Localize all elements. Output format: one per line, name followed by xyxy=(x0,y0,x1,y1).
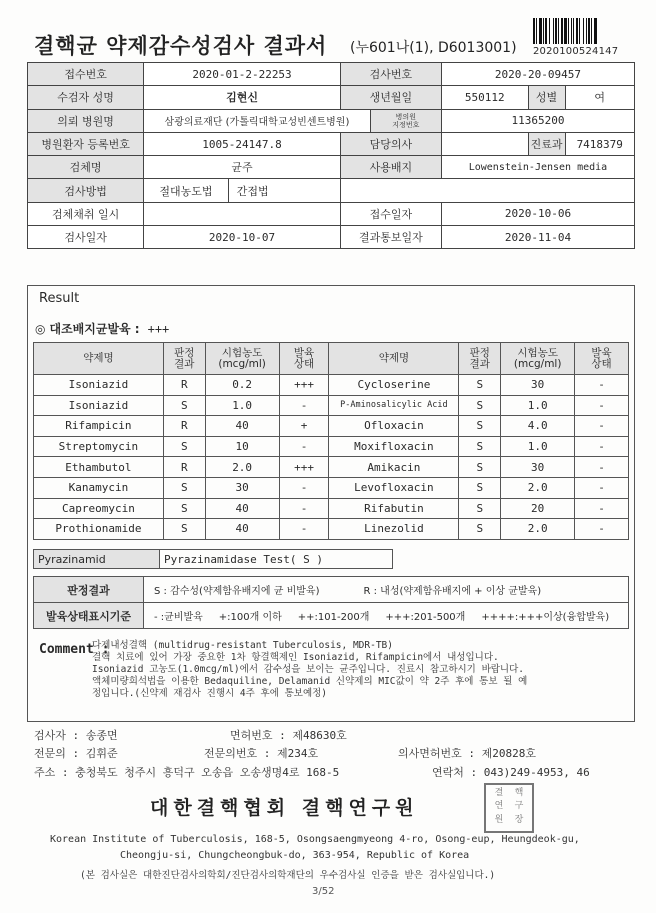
comment-line: 다제내성결핵 (multidrug-resistant Tuberculosis, MDR-TB) xyxy=(92,640,393,651)
interp: S xyxy=(459,436,501,457)
growth: - xyxy=(279,477,329,498)
conc: 1.0 xyxy=(501,436,575,457)
growth-legend-4: +++:201-500개 xyxy=(385,612,466,623)
doctor-value xyxy=(441,132,528,155)
growth: - xyxy=(575,457,629,478)
hospital-code-label: 병의원 지정번호 xyxy=(370,109,441,132)
interp: S xyxy=(459,416,501,437)
interp: R xyxy=(163,416,205,437)
susceptibility-table xyxy=(33,342,629,540)
conc: 30 xyxy=(501,375,575,396)
dob-value: 550112 xyxy=(441,86,528,109)
growth: - xyxy=(575,519,629,540)
document-title: 결핵균 약제감수성검사 결과서 xyxy=(34,34,328,58)
examiner: 검사자 : 송종면 xyxy=(34,729,118,742)
control-value: +++ xyxy=(147,322,170,336)
growth-legend-2: +:100개 이하 xyxy=(218,612,282,623)
drug-name: Rifabutin xyxy=(329,498,459,519)
hospital-value: 삼광의료재단 (가톨릭대학교성빈센트병원) xyxy=(144,109,371,132)
table-row xyxy=(34,436,629,457)
drug-name: Ethambutol xyxy=(34,457,164,478)
conc: 2.0 xyxy=(501,477,575,498)
interp: S xyxy=(163,519,205,540)
drug-name: Cycloserine xyxy=(329,375,459,396)
comment-line: 결핵 치료에 있어 가장 중요한 1차 항결핵제인 Isoniazid, Rifampicin에서 내성입니다. xyxy=(92,652,499,663)
interp: S xyxy=(163,436,205,457)
patient-reg-value: 1005-24147.8 xyxy=(144,132,341,155)
interp: R xyxy=(163,375,205,396)
barcode-bar xyxy=(597,18,598,44)
interp: S xyxy=(459,375,501,396)
conc: 10 xyxy=(205,436,279,457)
growth-legend xyxy=(144,603,629,629)
hospital-code-value: 11365200 xyxy=(441,109,634,132)
dept-value: 7418379 xyxy=(565,132,635,155)
growth: - xyxy=(279,498,329,519)
medium-value: Lowenstein-Jensen media xyxy=(441,156,634,179)
interp-legend-r: R : 내성(약제함유배지에 + 이상 균발육) xyxy=(363,586,542,597)
dept-label: 진료과 xyxy=(528,132,565,155)
dob-label: 생년월일 xyxy=(340,86,441,109)
comment-line: 정입니다.(신약제 재검사 진행시 4주 후에 통보예정) xyxy=(92,688,328,699)
drug-name: Ofloxacin xyxy=(329,416,459,437)
drug-name: Prothionamide xyxy=(34,519,164,540)
drug-name: Isoniazid xyxy=(34,375,164,396)
table-row xyxy=(34,498,629,519)
table-row xyxy=(34,457,629,478)
interp: S xyxy=(163,395,205,416)
growth-legend-3: ++:101-200개 xyxy=(297,612,370,623)
receipt-no-label: 접수번호 xyxy=(28,63,144,86)
col-drug-right: 약제명 xyxy=(329,343,459,375)
drug-name: Capreomycin xyxy=(34,498,164,519)
interp: R xyxy=(163,457,205,478)
table-row xyxy=(34,519,629,540)
barcode-number: 2020100524147 xyxy=(533,46,619,57)
target-icon: ◎ xyxy=(35,322,46,336)
patient-info-table xyxy=(27,62,635,249)
result-title: Result xyxy=(39,291,80,306)
exam-no-value: 2020-20-09457 xyxy=(441,63,634,86)
page-number: 3/52 xyxy=(312,886,335,897)
conc: 1.0 xyxy=(205,395,279,416)
conc: 30 xyxy=(205,477,279,498)
doctor-license: 의사면허번호 : 제20828호 xyxy=(398,747,536,760)
specimen-value: 균주 xyxy=(144,156,341,179)
interp: S xyxy=(163,498,205,519)
col-conc-left: 시험농도 (mcg/ml) xyxy=(205,343,279,375)
conc: 40 xyxy=(205,498,279,519)
collect-value xyxy=(144,202,341,225)
barcode xyxy=(533,18,631,44)
interp: S xyxy=(459,457,501,478)
interp-legend xyxy=(144,577,629,603)
drug-name: Streptomycin xyxy=(34,436,164,457)
interp: S xyxy=(459,395,501,416)
drug-name: P-Aminosalicylic Acid xyxy=(329,395,459,416)
growth: - xyxy=(575,477,629,498)
pza-label: Pyrazinamid xyxy=(34,550,160,569)
organization-address-en-1: Korean Institute of Tuberculosis, 168-5, Osongsaengmyeong 4-ro, Osong-eup, Heungdeok-gu, xyxy=(50,834,580,845)
collect-label: 검체채취 일시 xyxy=(28,202,144,225)
pyrazinamide-row xyxy=(33,549,393,569)
sex-value: 여 xyxy=(565,86,635,109)
receipt-no-value: 2020-01-2-22253 xyxy=(144,63,341,86)
conc: 2.0 xyxy=(205,457,279,478)
specialist: 전문의 : 김휘준 xyxy=(34,747,118,760)
received-label: 접수일자 xyxy=(340,202,441,225)
conc: 40 xyxy=(205,416,279,437)
test-date-label: 검사일자 xyxy=(28,226,144,249)
method-blank xyxy=(340,179,634,202)
specimen-label: 검체명 xyxy=(28,156,144,179)
document-code: (누601나(1), D6013001) xyxy=(350,40,517,56)
organization-address-en-2: Cheongju-si, Chungcheongbuk-do, 363-954, Republic of Korea xyxy=(120,850,470,861)
interp: S xyxy=(459,498,501,519)
specialist-number: 전문의번호 : 제234호 xyxy=(204,747,319,760)
table-row xyxy=(34,395,629,416)
growth: - xyxy=(279,395,329,416)
growth: - xyxy=(279,519,329,540)
table-row xyxy=(34,416,629,437)
table-row xyxy=(34,375,629,396)
patient-name-label: 수검자 성명 xyxy=(28,86,144,109)
growth: - xyxy=(575,375,629,396)
organization-name: 대한결핵협회 결핵연구원 xyxy=(150,797,419,819)
interp: S xyxy=(459,519,501,540)
growth: +++ xyxy=(279,457,329,478)
col-interp-right: 판정 결과 xyxy=(459,343,501,375)
sex-label: 성별 xyxy=(528,86,565,109)
conc: 2.0 xyxy=(501,519,575,540)
conc: 4.0 xyxy=(501,416,575,437)
drug-name: Amikacin xyxy=(329,457,459,478)
growth: + xyxy=(279,416,329,437)
conc: 1.0 xyxy=(501,395,575,416)
col-drug-left: 약제명 xyxy=(34,343,164,375)
doctor-label: 담당의사 xyxy=(340,132,441,155)
control-label: 대조배지균발육 : xyxy=(49,322,140,336)
col-growth-right: 발육 상태 xyxy=(575,343,629,375)
medium-label: 사용배지 xyxy=(340,156,441,179)
comment-text xyxy=(92,640,627,700)
growth: - xyxy=(575,436,629,457)
drug-name: Linezolid xyxy=(329,519,459,540)
growth-legend-label: 발육상태표시기준 xyxy=(34,603,144,629)
conc: 20 xyxy=(501,498,575,519)
interp: S xyxy=(459,477,501,498)
test-date-value: 2020-10-07 xyxy=(144,226,341,249)
growth: +++ xyxy=(279,375,329,396)
report-date-label: 결과통보일자 xyxy=(340,226,441,249)
address: 주소 : 충청북도 청주시 흥덕구 오송읍 오송생명4로 168-5 xyxy=(34,766,340,779)
comment-line: 액체미량희석법을 이용한 Bedaquiline, Delamanid 신약제의 MIC값이 약 2주 후에 통보 될 예 xyxy=(92,676,528,687)
col-interp-left: 판정 결과 xyxy=(163,343,205,375)
drug-name: Kanamycin xyxy=(34,477,164,498)
growth: - xyxy=(279,436,329,457)
phone: 연락처 : 043)249-4953, 46 xyxy=(432,766,590,779)
method-label: 검사방법 xyxy=(28,179,144,202)
drug-name: Moxifloxacin xyxy=(329,436,459,457)
comment-line: Isoniazid 고농도(1.0mcg/ml)에서 감수성을 보이는 균주입니다. 진료시 참고하시기 바랍니다. xyxy=(92,664,524,675)
interp-legend-label: 판정결과 xyxy=(34,577,144,603)
table-row xyxy=(34,477,629,498)
method-value-2: 간접법 xyxy=(228,179,340,202)
drug-name: Levofloxacin xyxy=(329,477,459,498)
method-value-1: 절대농도법 xyxy=(144,179,229,202)
pza-value: Pyrazinamidase Test( S ) xyxy=(160,550,393,569)
col-growth-left: 발육 상태 xyxy=(279,343,329,375)
official-seal: 결 핵 연 구 원 장 xyxy=(484,783,534,833)
interp: S xyxy=(163,477,205,498)
certification-note: (본 검사실은 대한진단검사의학회/진단검사의학재단의 우수검사실 인증을 받은 검사실입니다.) xyxy=(80,870,496,881)
drug-name: Rifampicin xyxy=(34,416,164,437)
conc: 30 xyxy=(501,457,575,478)
received-value: 2020-10-06 xyxy=(441,202,634,225)
growth: - xyxy=(575,416,629,437)
growth-legend-1: - :균비발육 xyxy=(154,612,203,623)
legend-table xyxy=(33,576,629,629)
col-conc-right: 시험농도 (mcg/ml) xyxy=(501,343,575,375)
patient-reg-label: 병원환자 등록번호 xyxy=(28,132,144,155)
growth: - xyxy=(575,395,629,416)
patient-name-value: 김현신 xyxy=(144,86,341,109)
drug-name: Isoniazid xyxy=(34,395,164,416)
growth: - xyxy=(575,498,629,519)
hospital-label: 의뢰 병원명 xyxy=(28,109,144,132)
examiner-license: 면허번호 : 제48630호 xyxy=(230,729,347,742)
interp-legend-s: S : 감수성(약제함유배지에 균 비발육) xyxy=(154,586,320,597)
control-growth xyxy=(35,320,169,337)
growth-legend-5: ++++:+++이상(융합발육) xyxy=(481,612,610,623)
comment-label: Comment : xyxy=(39,642,110,657)
report-date-value: 2020-11-04 xyxy=(441,226,634,249)
conc: 0.2 xyxy=(205,375,279,396)
exam-no-label: 검사번호 xyxy=(340,63,441,86)
conc: 40 xyxy=(205,519,279,540)
